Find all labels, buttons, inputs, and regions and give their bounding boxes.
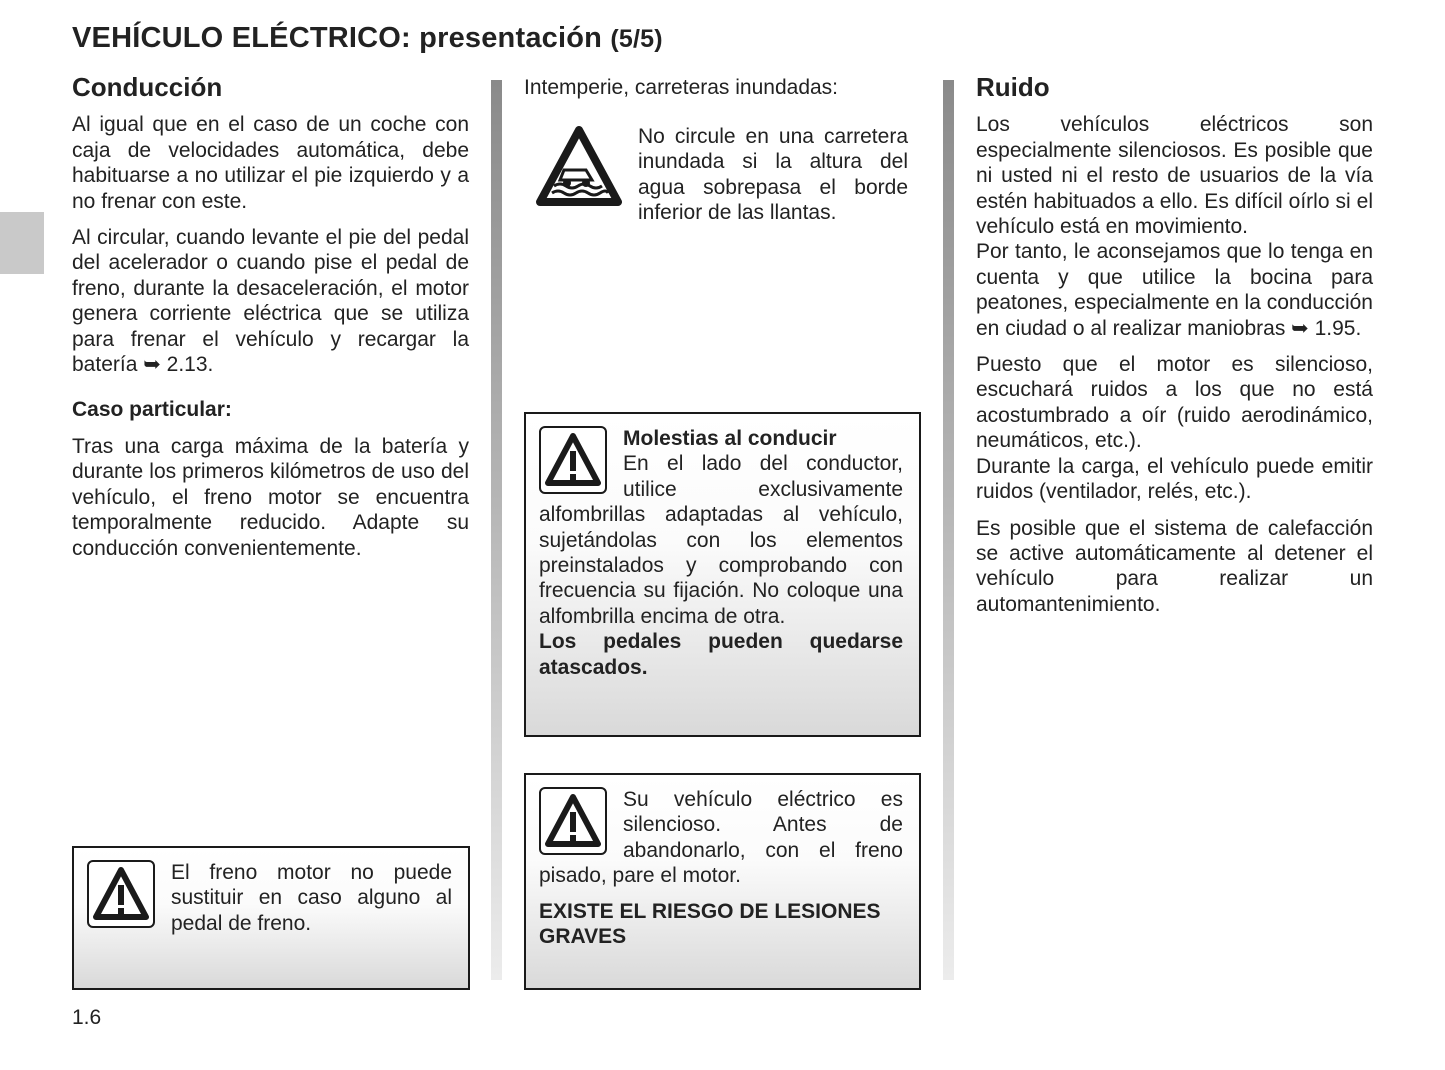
ruido-paragraph-4: Durante la carga, el vehículo puede emitir ruidos (ventilador, relés, etc.). xyxy=(976,454,1373,504)
warning-bold-pedales: Los pedales pueden quedarse atascados. xyxy=(539,630,903,679)
page-number: 1.6 xyxy=(72,1006,102,1029)
warning-text-alfombrillas: En el lado del conductor, utilice exclusivamente alfombrillas adaptadas al vehículo, sujetándolas con los elementos preinstalados y comprobando con frecuencia su fijación. No coloque una alfombrilla encima de otra. xyxy=(539,452,903,628)
flooded-road-icon xyxy=(534,124,624,208)
warning-triangle-icon xyxy=(539,787,607,855)
column-divider-left xyxy=(491,80,502,980)
page-title xyxy=(72,22,663,55)
page-title-counter: (5/5) xyxy=(610,25,663,53)
ruido-paragraph-3: Puesto que el motor es silencioso, escuchará ruidos a los que no está acostumbrado a oír (ruido aerodinámico, neumáticos, etc.). xyxy=(976,353,1373,453)
warning-box-freno xyxy=(72,846,470,990)
warning-box-alfombrillas xyxy=(524,412,921,737)
flood-text-block xyxy=(638,124,908,226)
warning-triangle-icon xyxy=(539,426,607,494)
warning-triangle-icon xyxy=(87,860,155,928)
warning-text-silencioso: Su vehículo eléctrico es silencioso. Antes de abandonarlo, con el freno pisado, pare el motor. xyxy=(539,788,903,888)
section-heading-ruido: Ruido xyxy=(976,72,1050,102)
left-column xyxy=(72,72,469,561)
conduccion-paragraph-1: Al igual que en el caso de un coche con caja de velocidades automática, debe habituarse a no utilizar el pie izquierdo y a no frenar con este. xyxy=(72,113,469,213)
right-column xyxy=(976,72,1373,617)
section-thumb-tab xyxy=(0,212,44,274)
section-heading-conduccion: Conducción xyxy=(72,72,223,102)
middle-column xyxy=(524,75,920,100)
ruido-paragraph-5: Es posible que el sistema de calefacción se active automáticamente al detener el vehículo para realizar un automantenimiento. xyxy=(976,516,1373,616)
warning-bold-lesiones: EXISTE EL RIESGO DE LESIONES GRAVES xyxy=(539,899,881,949)
warning-box-silencioso xyxy=(524,773,921,990)
caso-particular-paragraph: Tras una carga máxima de la batería y durante los primeros kilómetros de uso del vehículo, el freno motor se encuentra temporalmente reducido. Adapte su conducción convenientemente. xyxy=(72,434,469,560)
page-title-text: VEHÍCULO ELÉCTRICO: presentación xyxy=(72,22,603,54)
ruido-paragraph-2: Por tanto, le aconsejamos que lo tenga en cuenta y que utilice la bocina para peatones, especialmente en la conducción en ciudad o al realizar maniobras ➥ 1.95. xyxy=(976,240,1373,340)
subheading-caso-particular: Caso particular: xyxy=(72,398,232,422)
warning-title-molestias: Molestias al conducir xyxy=(623,427,837,450)
intemperie-intro: Intemperie, carreteras inundadas: xyxy=(524,76,839,99)
conduccion-paragraph-2: Al circular, cuando levante el pie del pedal del acelerador o cuando pise el pedal de freno, durante la desaceleración, el motor genera corriente eléctrica que se utiliza para frenar el vehículo y recargar la batería ➥ 2.13. xyxy=(72,226,469,377)
flood-warning-text: No circule en una carretera inundada si la altura del agua sobrepasa el borde inferior de las llantas. xyxy=(638,125,908,225)
column-divider-right xyxy=(943,80,954,980)
warning-text-freno: El freno motor no puede sustituir en caso alguno al pedal de freno. xyxy=(171,861,452,935)
ruido-paragraph-1: Los vehículos eléctricos son especialmente silenciosos. Es posible que ni usted ni el resto de usuarios de la vía estén habituados a ello. Es difícil oírlo si el vehículo está en movimiento. xyxy=(976,113,1373,239)
